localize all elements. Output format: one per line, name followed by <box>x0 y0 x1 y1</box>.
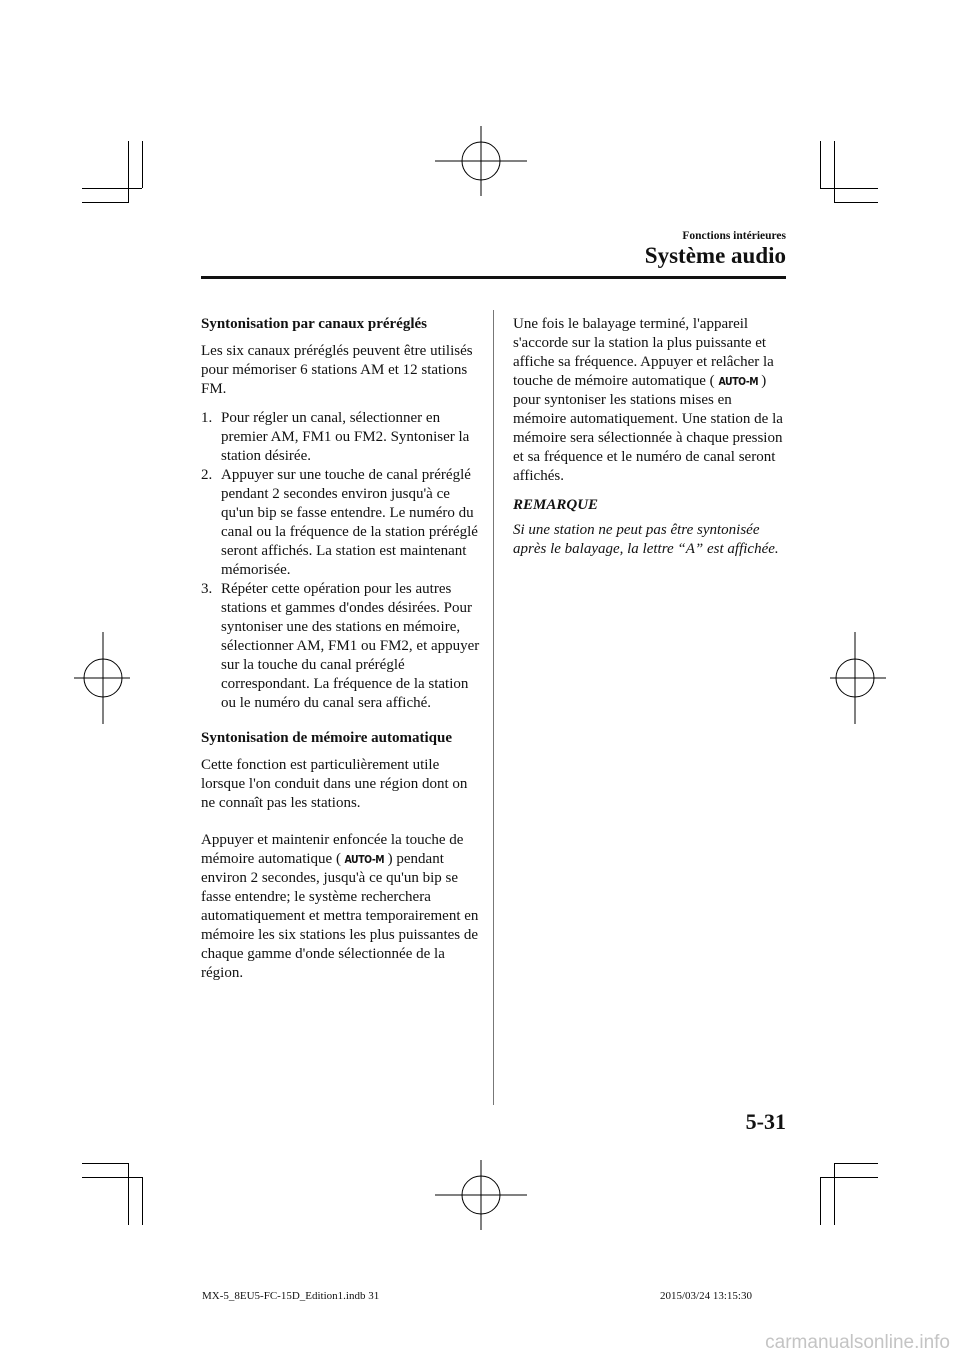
crop-mark <box>82 1163 128 1164</box>
right-column <box>513 315 788 559</box>
watermark: carmanualsonline.info <box>765 1332 950 1353</box>
auto-heading: Syntonisation de mémoire automatique <box>201 730 452 746</box>
page-number: 5-31 <box>745 1109 786 1134</box>
crop-mark <box>820 188 878 189</box>
scan-body-text: ) pour syntoniser les stations mises en mémoire automatiquement. Une station de la mémoire sera sélectionnée à chaque pression et sa fréquence et le numéro de canal seront affichés. <box>513 373 783 484</box>
step-text: Appuyer sur une touche de canal préréglé pendant 2 secondes environ jusqu'à ce qu'un bip se fasse entendre. Le numéro du canal ou la fréquence de la station préréglé seront affichés. La station est maintenant mémorisée. <box>221 467 478 578</box>
auto-m-key-icon: AUTO-M <box>344 853 385 866</box>
footer-timestamp: 2015/03/24 13:15:30 <box>660 1290 752 1302</box>
registration-mark-icon <box>435 1160 527 1230</box>
scan-body <box>513 315 788 486</box>
registration-mark-icon <box>830 632 886 724</box>
step-number: 1. <box>201 410 213 426</box>
note-text: Si une station ne peut pas être syntonisée après le balayage, la lettre “A” est affichée. <box>513 522 779 557</box>
footer-file: MX-5_8EU5-FC-15D_Edition1.indb 31 <box>202 1290 380 1302</box>
crop-mark <box>142 1177 143 1225</box>
crop-mark <box>82 188 142 189</box>
auto-body-text: ) pendant environ 2 secondes, jusqu'à ce qu'un bip se fasse entendre; le système recherchera automatiquement et mettra temporairement en mémoire les six stations les plus puissantes de chaque gamme d'onde sélectionnée de la région. <box>201 851 479 981</box>
note-heading: REMARQUE <box>513 497 599 513</box>
auto-body <box>201 831 481 983</box>
auto-intro: Cette fonction est particulièrement utile lorsque l'on conduit dans une région dont on ne connaît pas les stations. <box>201 757 468 811</box>
crop-mark <box>834 202 878 203</box>
list-item <box>201 409 481 466</box>
crop-mark <box>128 1163 129 1225</box>
steps-list <box>201 409 481 713</box>
auto-m-key-icon: AUTO-M <box>718 375 758 388</box>
crop-mark <box>820 1177 878 1178</box>
header-rule <box>201 276 786 279</box>
step-text: Répéter cette opération pour les autres stations et gammes d'ondes désirées. Pour syntoniser une des stations en mémoire, sélectionner AM, FM1 ou FM2, et appuyer sur la touche du canal préréglé correspondant. La fréquence de la station ou le numéro du canal sera affiché. <box>221 581 480 711</box>
registration-mark-icon <box>74 632 130 724</box>
step-text: Pour régler un canal, sélectionner en premier AM, FM1 ou FM2. Syntoniser la station désirée. <box>221 410 470 464</box>
scan-body-text: Une fois le balayage terminé, l'appareil s'accorde sur la station la plus puissante et affiche sa fréquence. Appuyer et relâcher la touche de mémoire automatique ( <box>513 316 774 389</box>
section-label: Fonctions intérieures <box>682 230 786 242</box>
crop-mark <box>820 141 821 188</box>
column-divider <box>493 310 494 1105</box>
crop-mark <box>142 141 143 188</box>
crop-mark <box>82 202 128 203</box>
registration-mark-icon <box>435 126 527 196</box>
crop-mark <box>820 1177 821 1225</box>
left-column <box>201 315 481 993</box>
step-number: 3. <box>201 581 213 597</box>
crop-mark <box>128 141 129 203</box>
list-item <box>201 580 481 713</box>
preset-intro: Les six canaux préréglés peuvent être utilisés pour mémoriser 6 stations AM et 12 stations FM. <box>201 343 473 397</box>
crop-mark <box>834 1163 835 1225</box>
page-title: Système audio <box>644 243 786 268</box>
list-item <box>201 466 481 580</box>
crop-mark <box>834 141 835 203</box>
step-number: 2. <box>201 467 213 483</box>
crop-mark <box>82 1177 142 1178</box>
preset-heading: Syntonisation par canaux préréglés <box>201 316 427 332</box>
crop-mark <box>834 1163 878 1164</box>
auto-memory-section <box>201 729 481 983</box>
auto-body-text: Appuyer et maintenir enfoncée la touche de mémoire automatique ( <box>201 832 464 867</box>
